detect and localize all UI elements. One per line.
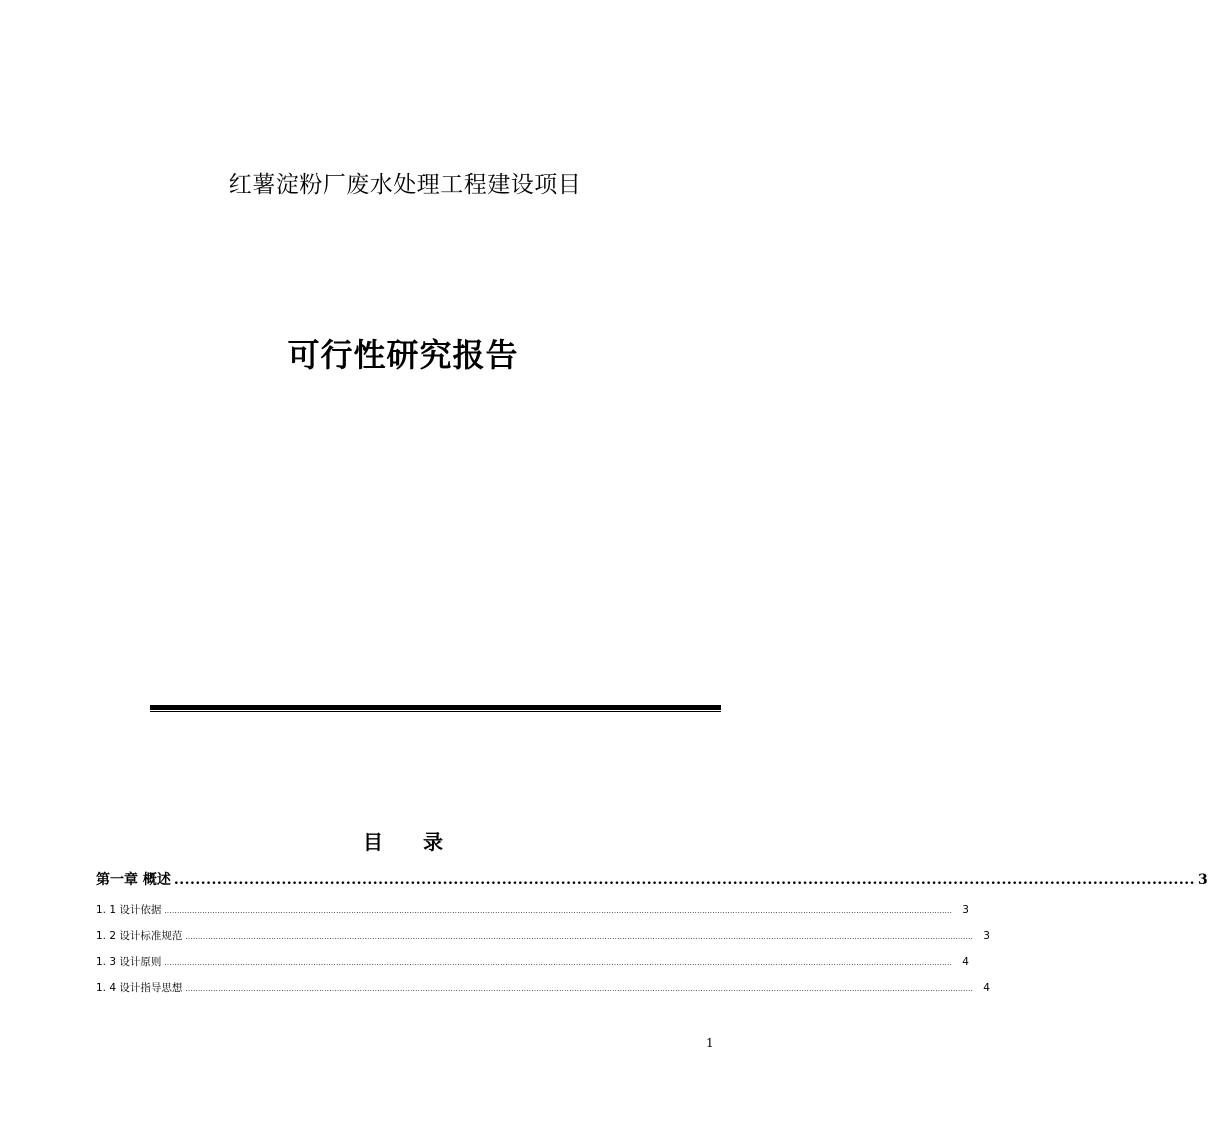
divider-thin — [150, 711, 721, 712]
toc-section-label: 1. 4 设计指导思想 — [96, 982, 183, 994]
page-number: 1 — [706, 1036, 714, 1050]
toc-section-entry[interactable] — [96, 954, 969, 969]
toc-leader-dots: ........................................................................................................................................................................................................................................................................................................................ — [185, 985, 974, 993]
toc-leader-dots: ........................................................................................................................................................................................................................................................................................................................ — [164, 959, 953, 967]
project-title: 红薯淀粉厂废水处理工程建设项目 — [228, 172, 582, 198]
toc-heading — [0, 826, 806, 855]
toc-chapter-page: 3 — [1197, 872, 1208, 888]
toc-heading-right: 录 — [423, 830, 443, 854]
toc-section-label: 1. 3 设计原则 — [96, 956, 162, 968]
toc-section-label: 1. 1 设计依据 — [96, 904, 162, 916]
toc-section-entry[interactable] — [96, 980, 990, 995]
toc-section-page: 4 — [962, 956, 969, 968]
toc-leader-dots: ........................................................................................................................................................................................................................................................................................................................ — [185, 933, 974, 941]
toc-section-entry[interactable] — [96, 928, 990, 943]
toc-chapter-entry[interactable] — [96, 869, 1208, 889]
toc-section-page: 3 — [983, 930, 990, 942]
toc-chapter-label: 第一章 概述 — [96, 872, 171, 888]
toc-section-page: 4 — [983, 982, 990, 994]
divider-thick — [150, 705, 721, 710]
toc-section-page: 3 — [962, 904, 969, 916]
toc-heading-left: 目 — [363, 830, 383, 854]
toc-section-label: 1. 2 设计标准规范 — [96, 930, 183, 942]
report-title: 可行性研究报告 — [287, 336, 519, 374]
toc-leader-dots: .............................................................................................................................................................................................. — [173, 872, 1195, 888]
toc-leader-dots: ........................................................................................................................................................................................................................................................................................................................ — [164, 907, 953, 915]
toc-section-entry[interactable] — [96, 902, 969, 917]
